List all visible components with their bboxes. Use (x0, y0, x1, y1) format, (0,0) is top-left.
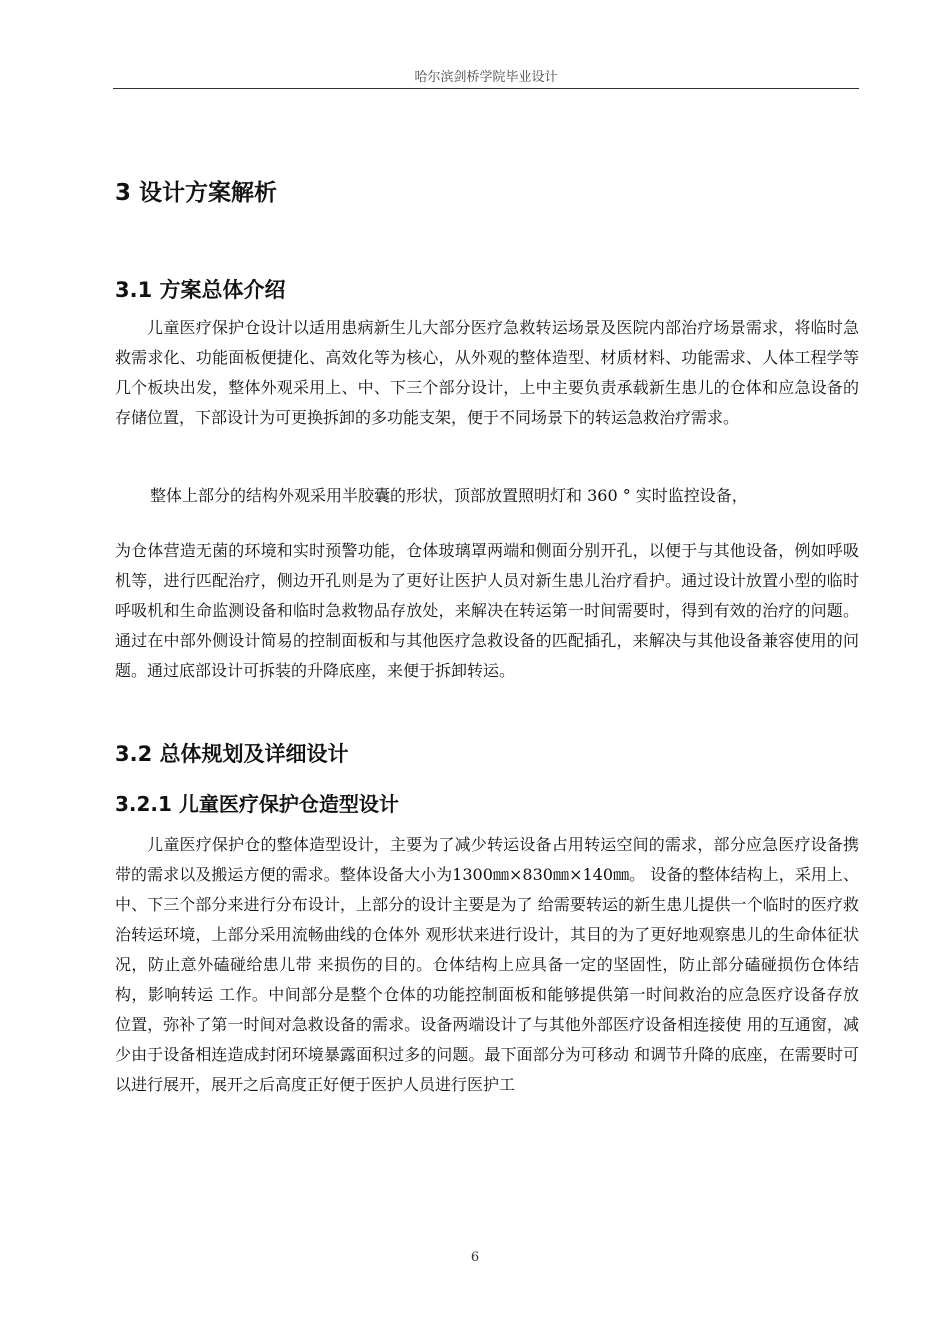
header-rule (113, 88, 859, 89)
section-title-3-2: 3.2 总体规划及详细设计 (115, 742, 349, 766)
section-title-3-2-1: 3.2.1 儿童医疗保护仓造型设计 (115, 792, 399, 816)
paragraph-overview-text: 儿童医疗保护仓设计以适用患病新生儿大部分医疗急救转运场景及医院内部治疗场景需求，将临时急救需求化、功能面板便捷化、高效化等为核心，从外观的整体造型、材质材料、功能需求、人体工程学等几个板块出发，整体外观采用上、中、下三个部分设计，上中主要负责承载新生患儿的仓体和应急设备的存储位置，下部设计为可更换拆卸的多功能支架，便于不同场景下的转运急救治疗需求。 (115, 318, 859, 427)
paragraph-shape-design-text: 儿童医疗保护仓的整体造型设计，主要为了减少转运设备占用转运空间的需求，部分应急医疗设备携带的需求以及搬运方便的需求。整体设备大小为1300㎜×830㎜×140㎜。 设备的整体结构上，采用上、中、下三个部分来进行分布设计，上部分的设计主要是为了 给需要转运的新生患儿提供一个临时的医疗救治转运环境，上部分采用流畅曲线的仓体外 观形状来进行设计，其目的为了更好地观察患儿的生命体征状况，防止意外磕碰给患儿带 来损伤的目的。仓体结构上应具备一定的坚固性，防止部分磕碰损伤仓体结构，影响转运 工作。中间部分是整个仓体的功能控制面板和能够提供第一时间救治的应急医疗设备存放 位置，弥补了第一时间对急救设备的需求。设备两端设计了与其他外部医疗设备相连接使 用的互通窗，减少由于设备相连造成封闭环境暴露面积过多的问题。最下面部分为可移动 和调节升降的底座，在需要时可以进行展开，展开之后高度正好便于医护人员进行医护工 (115, 835, 859, 1094)
paragraph-structure-body: 为仓体营造无菌的环境和实时预警功能，仓体玻璃罩两端和侧面分别开孔，以便于与其他设备，例如呼吸机等，进行匹配治疗，侧边开孔则是为了更好让医护人员对新生患儿治疗看护。通过设计放置小型的临时呼吸机和生命监测设备和临时急救物品存放处，来解决在转运第一时间需要时，得到有效的治疗的问题。通过在中部外侧设计简易的控制面板和与其他医疗急救设备的匹配插孔，来解决与其他设备兼容使用的问题。通过底部设计可拆装的升降底座，来便于拆卸转运。 (115, 541, 859, 680)
paragraph-shape-design (115, 830, 859, 1100)
paragraph-structure-head: 整体上部分的结构外观采用半胶囊的形状，顶部放置照明灯和 360 ° 实时监控设备， (150, 486, 748, 505)
page-number: 6 (470, 1250, 480, 1265)
paragraph-overview (115, 313, 859, 433)
section-title-3-1: 3.1 方案总体介绍 (115, 278, 286, 302)
running-header: 哈尔滨剑桥学院毕业设计 (414, 70, 558, 85)
chapter-title: 3 设计方案解析 (115, 180, 278, 206)
